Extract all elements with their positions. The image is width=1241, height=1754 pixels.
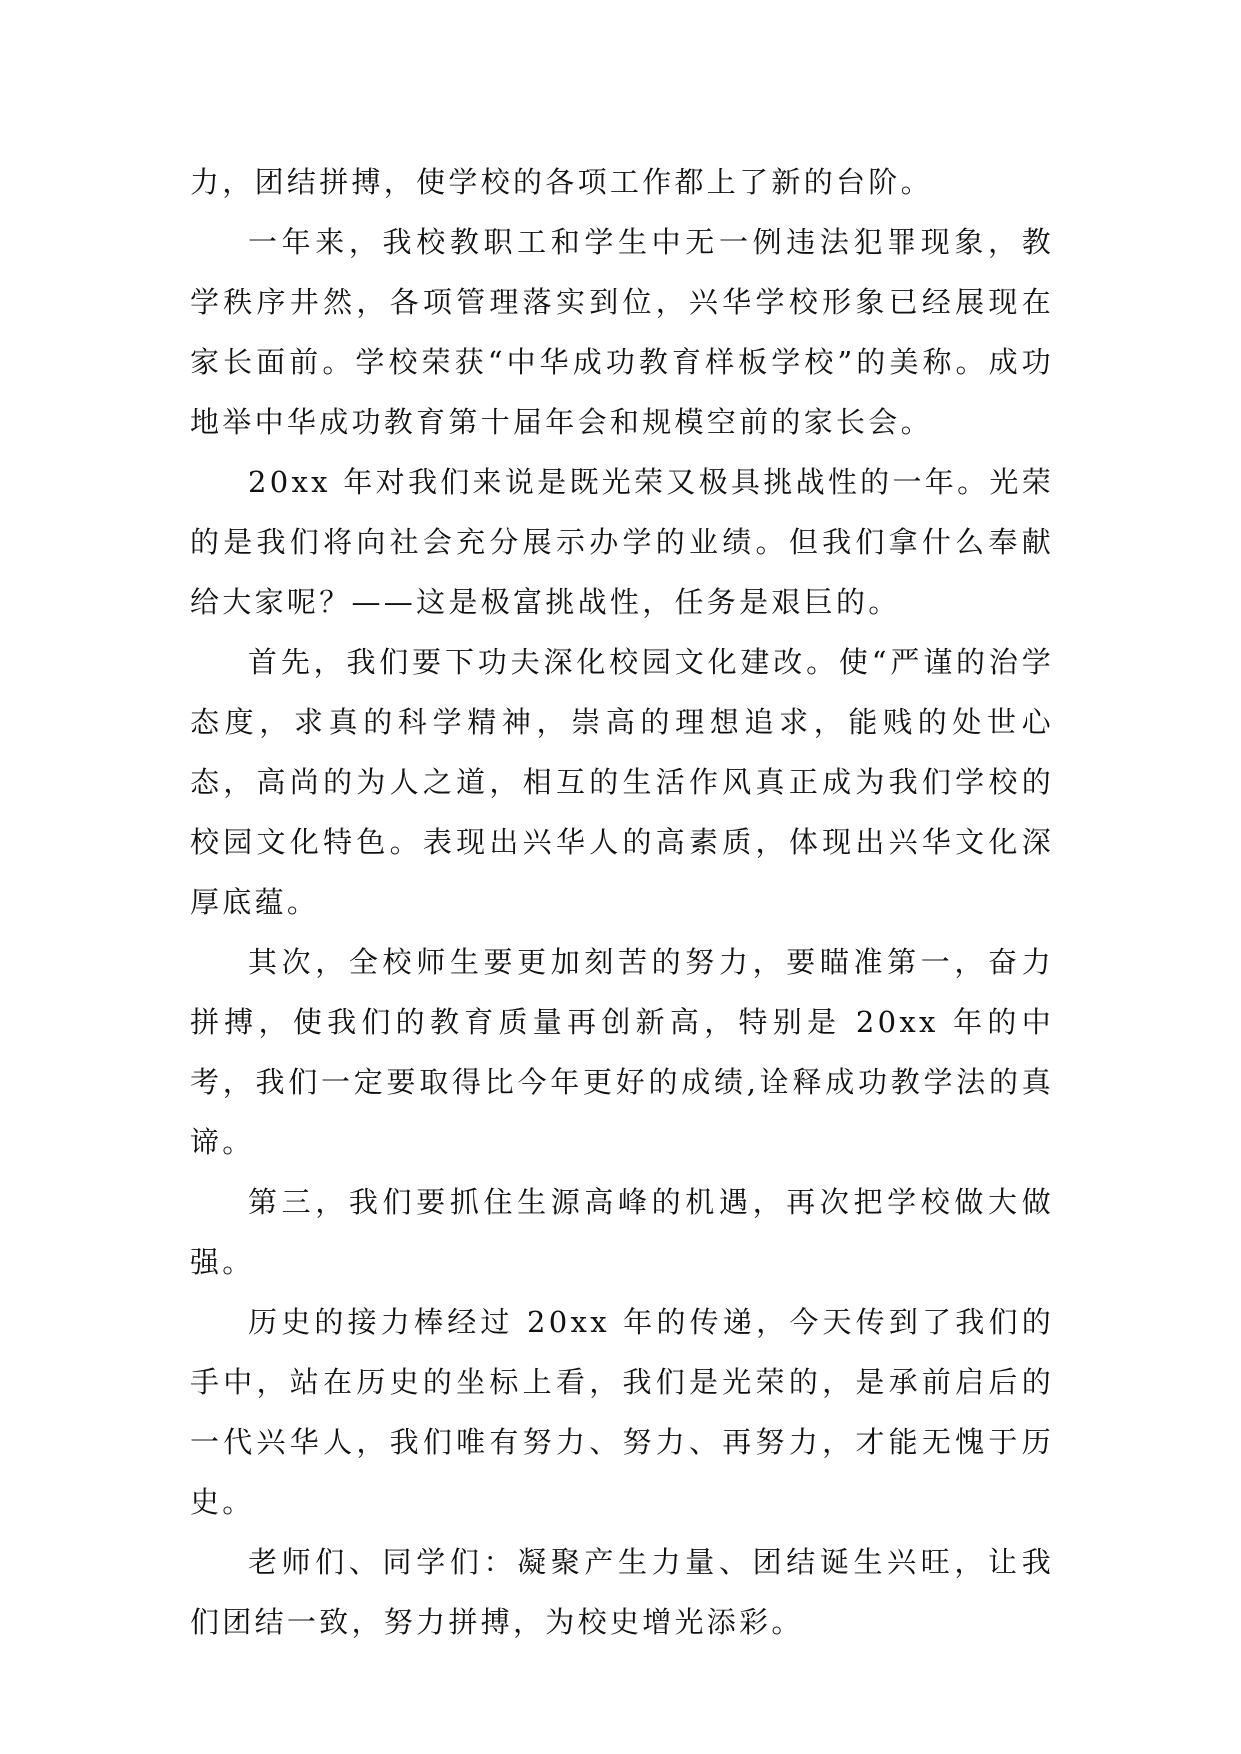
paragraph-year-review: 一年来，我校教职工和学生中无一例违法犯罪现象，教学秩序井然，各项管理落实到位，兴华学校形象已经展现在家长面前。学校荣获“中华成功教育样板学校”的美称。成功地举中华成功教育第十届年会和规模空前的家长会。: [190, 225, 1054, 439]
paragraph-second-point: 其次，全校师生要更加刻苦的努力，要瞄准第一，奋力拼搏，使我们的教育质量再创新高，特别是 20xx 年的中考，我们一定要取得比今年更好的成绩,诠释成功教学法的真谛。: [190, 945, 1054, 1159]
paragraph-history: 历史的接力棒经过 20xx 年的传递，今天传到了我们的手中，站在历史的坐标上看，我们是光荣的，是承前启后的一代兴华人，我们唯有努力、努力、再努力，才能无愧于历史。: [190, 1305, 1054, 1519]
paragraph-first-point: 首先，我们要下功夫深化校园文化建改。使“严谨的治学态度，求真的科学精神，崇高的理想追求，能贱的处世心态，高尚的为人之道，相互的生活作风真正成为我们学校的校园文化特色。表现出兴华人的高素质，体现出兴华文化深厚底蕴。: [190, 645, 1054, 919]
paragraph-continuation: 力，团结拼搏，使学校的各项工作都上了新的台阶。: [190, 165, 933, 199]
paragraph-third-point: 第三，我们要抓住生源高峰的机遇，再次把学校做大做强。: [190, 1185, 1054, 1279]
paragraph-challenge: 20xx 年对我们来说是既光荣又极具挑战性的一年。光荣的是我们将向社会充分展示办学的业绩。但我们拿什么奉献给大家呢？——这是极富挑战性，任务是艰巨的。: [190, 465, 1054, 619]
document-body: [190, 152, 1054, 1652]
paragraph-closing: 老师们、同学们：凝聚产生力量、团结诞生兴旺，让我们团结一致，努力拼搏，为校史增光添彩。: [190, 1545, 1054, 1639]
